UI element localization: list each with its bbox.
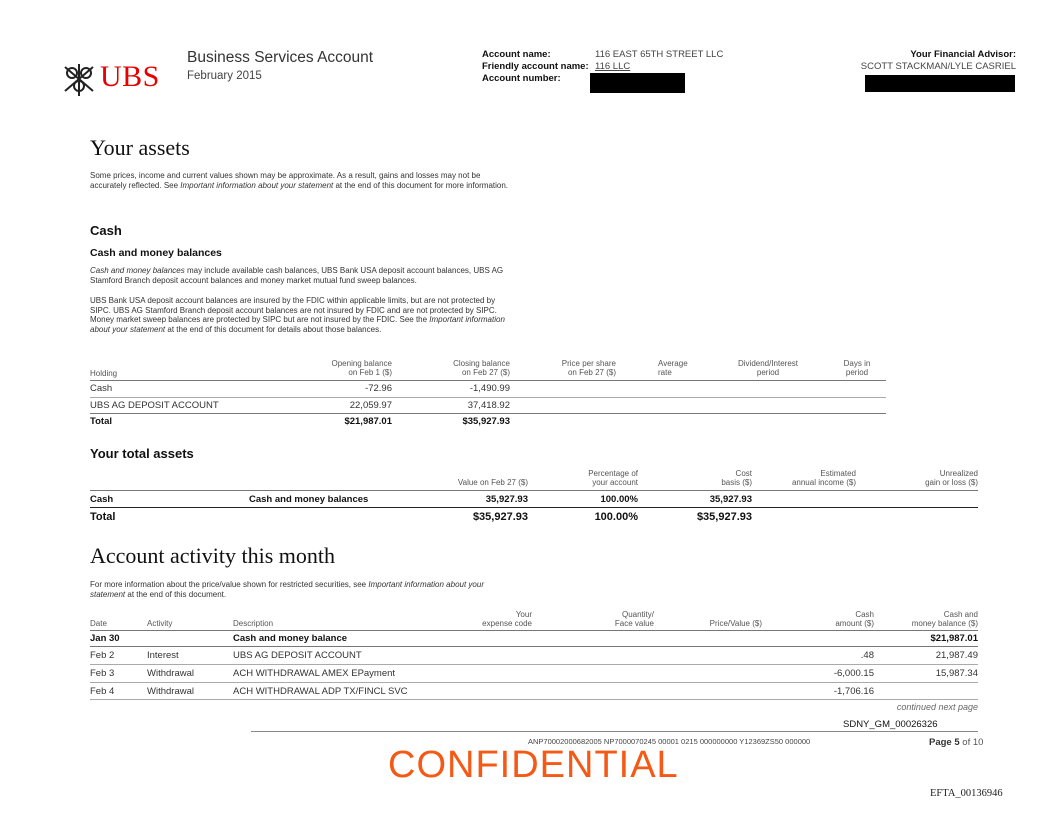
total-assets-total-label: Total: [90, 511, 116, 523]
holding-opening: 22,059.97: [349, 400, 392, 411]
holding-closing: -1,490.99: [469, 383, 510, 394]
col-money-balance: Cash and money balance ($): [911, 610, 978, 628]
activity-date: Feb 4: [90, 686, 115, 697]
activity-type: Withdrawal: [147, 668, 194, 679]
row-divider: [90, 397, 886, 398]
activity-opening-date: Jan 30: [90, 633, 120, 644]
row-divider: [90, 682, 978, 683]
col-dividend-period: Dividend/Interest period: [737, 359, 799, 377]
activity-cash: .48: [860, 650, 874, 661]
activity-balance: 15,987.34: [935, 668, 978, 679]
col-average-rate: Average rate: [658, 359, 688, 377]
activity-header-rule: [90, 630, 978, 631]
col-activity: Activity: [147, 619, 173, 628]
footer-rule: [251, 731, 978, 732]
cash-money-balances-heading: Cash and money balances: [90, 247, 222, 259]
col-percentage: Percentage of your account: [588, 469, 638, 487]
activity-desc: ACH WITHDRAWAL ADP TX/FINCL SVC: [233, 686, 408, 697]
total-assets-total-pct: 100.00%: [594, 511, 638, 523]
continued-next-page: continued next page: [896, 702, 978, 712]
holding-opening: -72.96: [365, 383, 392, 394]
advisor-value: SCOTT STACKMAN/LYLE CASRIEL: [860, 61, 1016, 72]
activity-opening-balance: $21,987.01: [930, 633, 978, 644]
col-estimated-income: Estimated annual income ($): [791, 469, 856, 487]
col-price-value: Price/Value ($): [709, 619, 762, 628]
col-closing-balance: Closing balance on Feb 27 ($): [453, 359, 510, 377]
holdings-total-label: Total: [90, 416, 112, 427]
row-divider: [90, 413, 886, 414]
cmb-paragraph-2: UBS Bank USA deposit account balances are insured by the FDIC within applicable limits, but are not protected by SIPC. UBS AG Stamford Branch deposit account balances are not insured by FDIC and are not protected by SIPC. Money market sweep balances are protected by SIPC but are not insured by the FDIC. See the Important information about your statement at the end of this document for details about those balances.: [90, 296, 505, 334]
friendly-name-value: 116 LLC: [595, 61, 631, 72]
account-number-label: Account number:: [482, 73, 561, 84]
col-value: Value on Feb 27 ($): [457, 478, 528, 487]
col-quantity: Quantity/ Face value: [614, 610, 654, 628]
advisor-label: Your Financial Advisor:: [910, 49, 1016, 60]
cash-heading: Cash: [90, 223, 122, 238]
account-number-redaction: [590, 73, 685, 93]
bates-number: SDNY_GM_00026326: [843, 719, 938, 730]
activity-type: Interest: [147, 650, 179, 661]
ubs-logo-text: UBS: [100, 60, 160, 93]
row-divider: [90, 699, 978, 700]
account-name-value: 116 EAST 65TH STREET LLC: [595, 49, 724, 60]
footer-code: ANP70002000682005 NP7000070245 00001 0215 000000000 Y12369ZS50 000000: [528, 737, 811, 746]
confidential-stamp: CONFIDENTIAL: [388, 744, 679, 786]
activity-intro: For more information about the price/value shown for restricted securities, see Important information about your statement at the end of this document.: [90, 580, 484, 599]
assets-intro: Some prices, income and current values shown may be approximate. As a result, gains and losses may not be accurately reflected. See Important information about your statement at the end of this document for more information.: [90, 171, 509, 190]
activity-type: Withdrawal: [147, 686, 194, 697]
account-activity-title: Account activity this month: [90, 543, 336, 568]
total-assets-row-cost: 35,927.93: [709, 494, 752, 505]
activity-cash: -6,000.15: [833, 668, 874, 679]
col-days-in-period: Days in period: [843, 359, 871, 377]
total-assets-total-cost: $35,927.93: [696, 511, 752, 523]
col-price-per-share: Price per share on Feb 27 ($): [561, 359, 616, 377]
activity-opening-desc: Cash and money balance: [233, 633, 348, 644]
activity-desc: ACH WITHDRAWAL AMEX EPayment: [233, 668, 396, 679]
activity-date: Feb 2: [90, 650, 115, 661]
col-expense-code: Your expense code: [482, 610, 532, 628]
total-assets-header-rule: [90, 490, 978, 491]
total-assets-row-pct: 100.00%: [600, 494, 638, 505]
activity-cash: -1,706.16: [833, 686, 874, 697]
advisor-redaction: [865, 75, 1015, 92]
row-divider: [90, 646, 978, 647]
col-unrealized: Unrealized gain or loss ($): [925, 469, 978, 487]
statement-period: February 2015: [187, 70, 262, 82]
holding-name: Cash: [90, 383, 113, 394]
efta-number: EFTA_00136946: [930, 788, 1003, 799]
page-number: Page 5 of 10: [929, 737, 984, 748]
col-opening-balance: Opening balance on Feb 1 ($): [331, 359, 392, 377]
row-divider: [90, 664, 978, 665]
total-assets-total-value: $35,927.93: [472, 511, 528, 523]
account-name-label: Account name:: [482, 49, 551, 60]
holdings-total-closing: $35,927.93: [462, 416, 510, 427]
activity-date: Feb 3: [90, 668, 115, 679]
activity-desc: UBS AG DEPOSIT ACCOUNT: [233, 650, 362, 661]
col-description: Description: [233, 619, 274, 628]
col-holding: Holding: [90, 369, 118, 378]
holdings-header-rule: [90, 380, 886, 381]
col-date: Date: [90, 619, 107, 628]
holding-name: UBS AG DEPOSIT ACCOUNT: [90, 400, 219, 411]
total-assets-row-value: 35,927.93: [485, 494, 528, 505]
friendly-name-label: Friendly account name:: [482, 61, 589, 72]
total-assets-rule: [90, 507, 978, 508]
your-assets-title: Your assets: [90, 135, 190, 160]
total-assets-row-desc: Cash and money balances: [249, 494, 369, 505]
total-assets-row-label: Cash: [90, 494, 114, 505]
account-title: Business Services Account: [187, 49, 374, 66]
ubs-keys-logo-icon: [62, 64, 96, 96]
holdings-total-opening: $21,987.01: [344, 416, 392, 427]
cmb-paragraph-1: Cash and money balances may include available cash balances, UBS Bank USA deposit account balances, UBS AG Stamford Branch deposit account balances and money market mutual fund sweep balances.: [90, 266, 504, 285]
col-cash-amount: Cash amount ($): [835, 610, 874, 628]
holding-closing: 37,418.92: [467, 400, 510, 411]
total-assets-heading: Your total assets: [90, 446, 194, 461]
activity-balance: 21,987.49: [935, 650, 978, 661]
col-cost-basis: Cost basis ($): [721, 469, 752, 487]
